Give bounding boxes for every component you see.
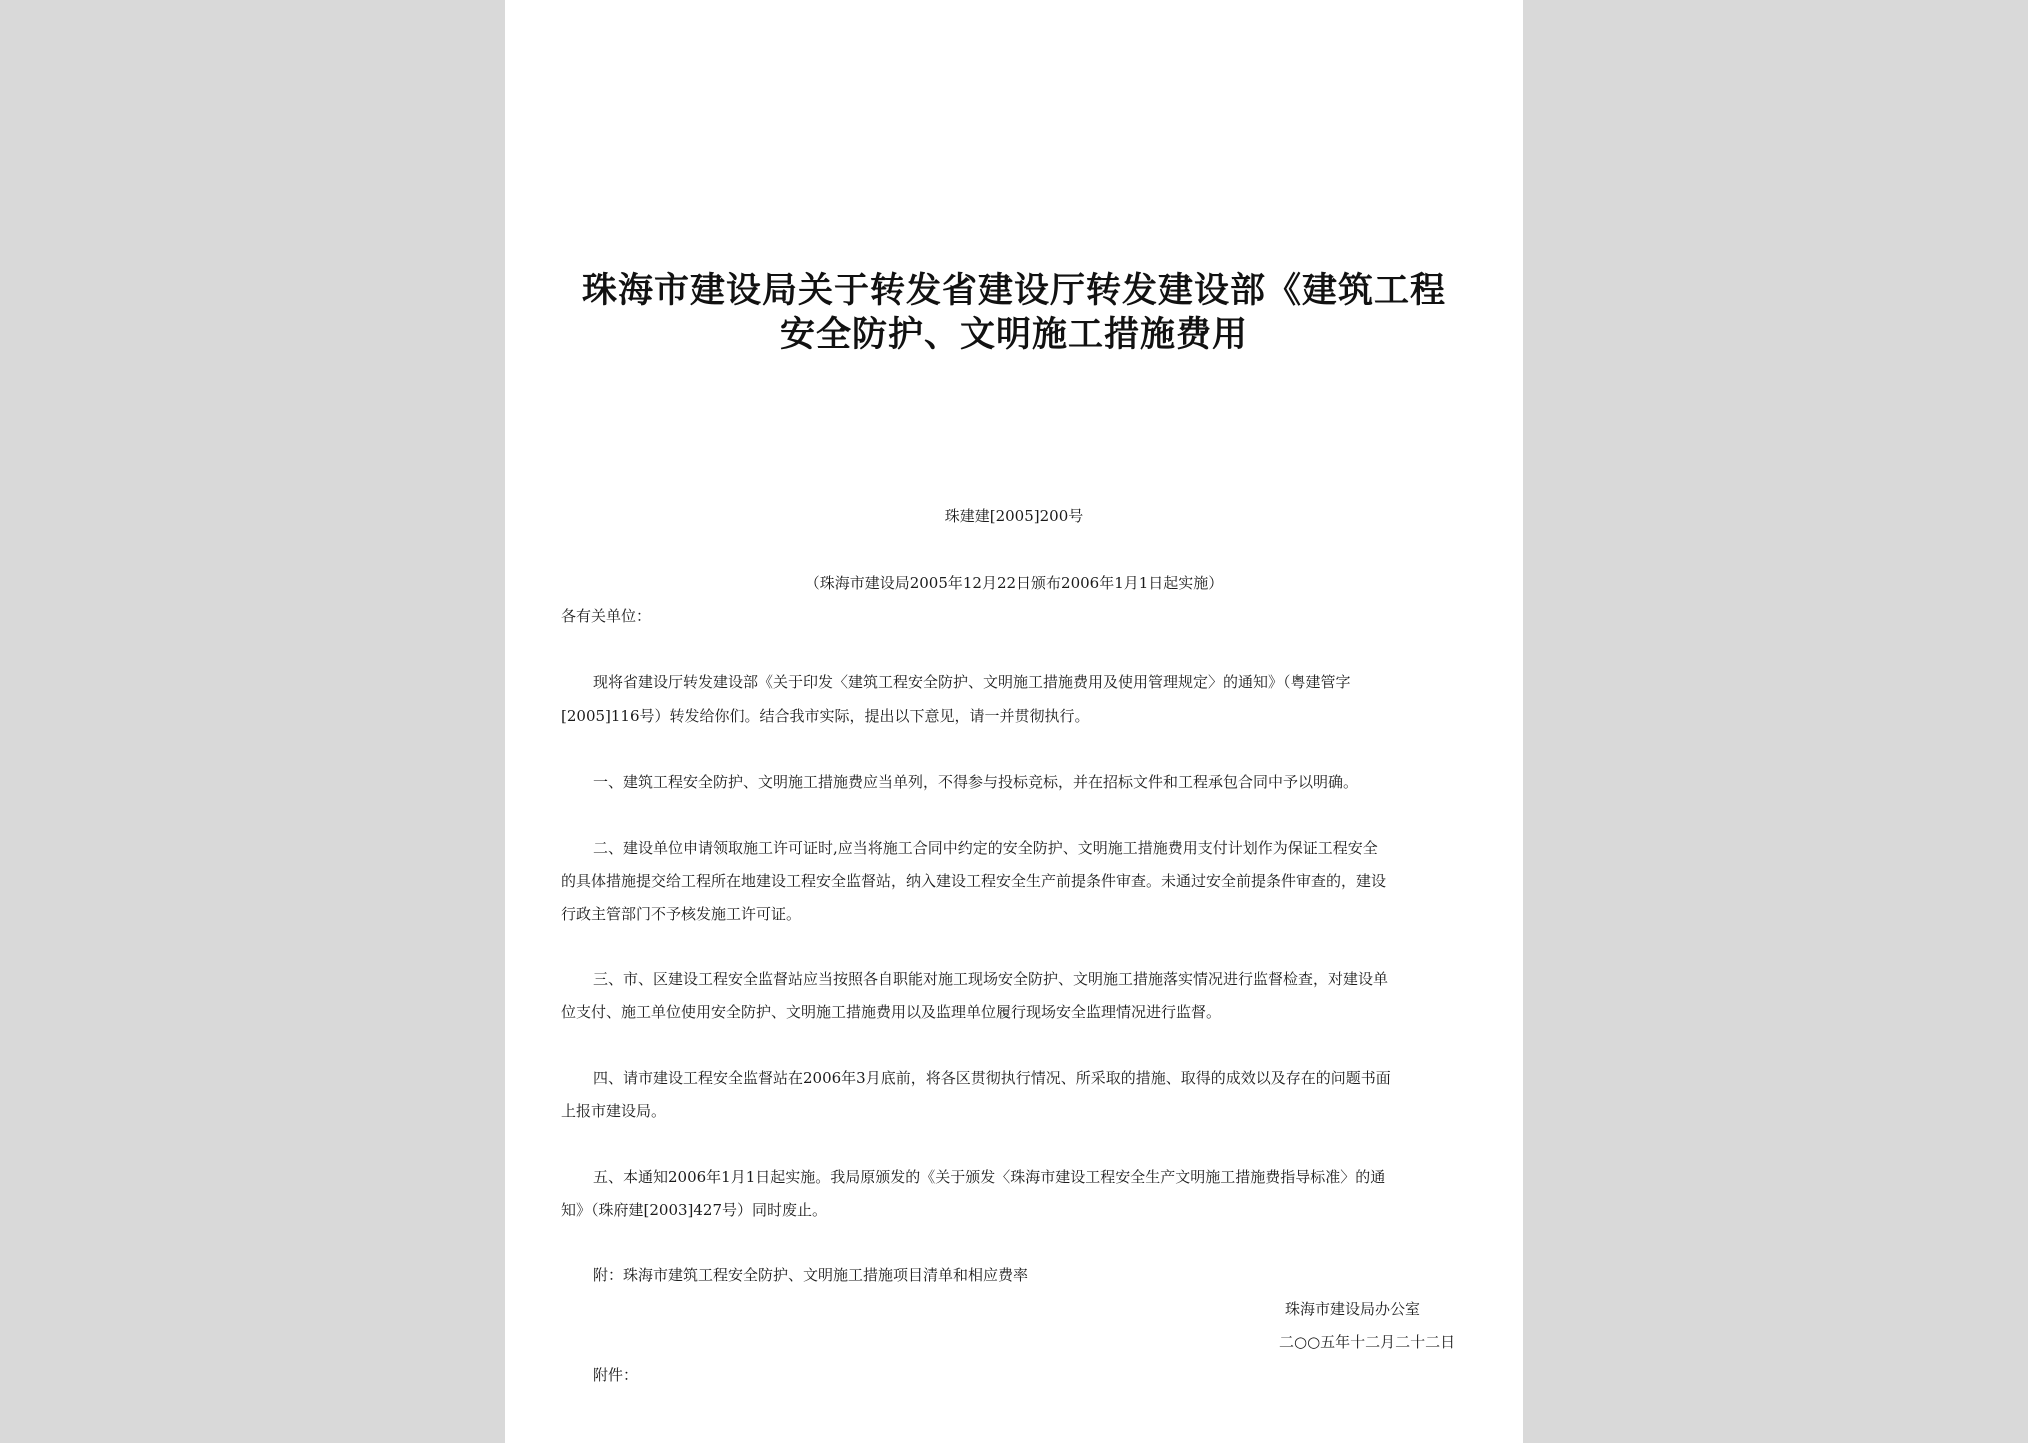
item-4-line-1: 四、请市建设工程安全监督站在2006年3月底前，将各区贯彻执行情况、所采取的措施、取得的成效以及存在的问题书面 [593,1069,1391,1087]
item-3-line-1: 三、市、区建设工程安全监督站应当按照各自职能对施工现场安全防护、文明施工措施落实情况进行监督检查，对建设单 [593,970,1389,988]
issuance-info: （珠海市建设局2005年12月22日颁布2006年1月1日起实施） [804,574,1224,592]
item-2-line-2: 的具体措施提交给工程所在地建设工程安全监督站，纳入建设工程安全生产前提条件审查。未通过安全前提条件审查的，建设 [561,872,1387,890]
signature-office: 珠海市建设局办公室 [1285,1300,1421,1318]
salutation: 各有关单位： [561,607,652,625]
item-3-line-2: 位支付、施工单位使用安全防护、文明施工措施费用以及监理单位履行现场安全监理情况进行监督。 [561,1003,1222,1021]
item-1-line-1: 一、建筑工程安全防护、文明施工措施费应当单列，不得参与投标竞标，并在招标文件和工程承包合同中予以明确。 [593,773,1359,791]
item-2-line-1: 二、建设单位申请领取施工许可证时,应当将施工合同中约定的安全防护、文明施工措施费用支付计划作为保证工程安全 [593,839,1378,857]
attachment-label: 附件： [593,1366,639,1384]
item-2-line-3: 行政主管部门不予核发施工许可证。 [561,905,802,923]
document-title-line-2: 安全防护、文明施工措施费用 [779,315,1248,355]
intro-line-2: [2005]116号）转发给你们。结合我市实际，提出以下意见，请一并贯彻执行。 [561,707,1090,725]
document-page [505,0,1523,1443]
signature-date: 二○○五年十二月二十二日 [1279,1333,1456,1351]
item-4-line-2: 上报市建设局。 [561,1102,667,1120]
attachment-note: 附：珠海市建筑工程安全防护、文明施工措施项目清单和相应费率 [593,1266,1029,1284]
item-5-line-2: 知》（珠府建[2003]427号）同时废止。 [561,1201,828,1219]
document-number: 珠建建[2005]200号 [944,507,1084,525]
intro-line-1: 现将省建设厅转发建设部《关于印发〈建筑工程安全防护、文明施工措施费用及使用管理规定〉的通知》（粤建管字 [593,673,1351,691]
item-5-line-1: 五、本通知2006年1月1日起实施。我局原颁发的《关于颁发〈珠海市建设工程安全生产文明施工措施费指导标准〉的通 [593,1168,1386,1186]
document-title-line-1: 珠海市建设局关于转发省建设厅转发建设部《建筑工程 [581,271,1446,311]
